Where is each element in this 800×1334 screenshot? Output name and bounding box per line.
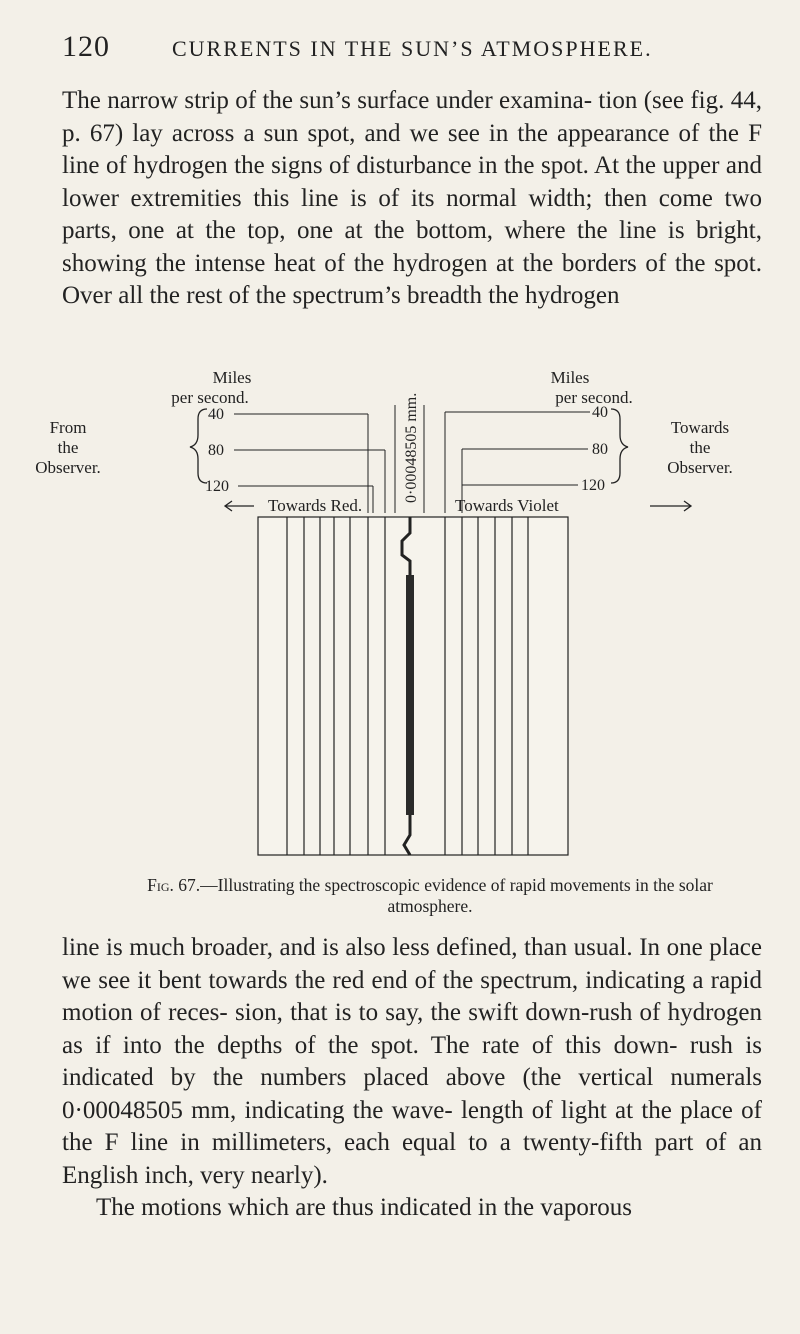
left-scale-80: 80 <box>208 442 224 459</box>
right-scale-80: 80 <box>592 441 608 458</box>
paragraph-2: The motions which are thus indicated in the vaporous <box>96 1194 632 1221</box>
page-number: 120 <box>62 30 110 63</box>
right-scale-40: 40 <box>592 404 608 421</box>
left-side-label-0: From <box>49 418 87 437</box>
caption-label: Fig. 67. <box>147 875 201 895</box>
running-title: CURRENTS IN THE SUN’S ATMOSPHERE. <box>172 36 653 61</box>
right-side-label-0: Towards <box>670 418 730 437</box>
left-scale-120: 120 <box>205 478 229 495</box>
towards-violet-label: Towards Violet <box>455 496 559 515</box>
arrow-right-icon <box>650 501 691 511</box>
left-heading-line2: per second. <box>171 388 249 407</box>
spectrum-diagram <box>0 365 800 865</box>
right-heading-line2: per second. <box>555 388 633 407</box>
body-text-top: The narrow strip of the sun’s surface under examina- tion (see fig. 44, p. 67) lay across a sun spot, and we see in the appearance of the F line of hydrogen the signs of disturbance in the spot. At the upper and lower extremities this line is of its normal width; then come two parts, one at the top, one at the bottom, where the line is bright, showing the intense heat of the hydrogen at the borders of the spot. Over all the rest of the spectrum’s breadth the hydrogen <box>62 87 762 309</box>
right-side-label-2: Observer. <box>667 458 733 477</box>
towards-red-label: Towards Red. <box>268 496 363 515</box>
paragraph-1: line is much broader, and is also less defined, than usual. In one place we see it bent towards the red end of the spectrum, indicating a rapid motion of reces- sion, that is to say, the swift down-rush of hydrogen as if into the depths of the spot. The rate of this down- rush is indicated by the numbers placed above (the vertical numerals 0·00048505 mm, indicating the wave- length of light at the place of the F line in millimeters, each equal to a twenty-fifth part of an English inch, very nearly). <box>62 934 762 1189</box>
f-line-broad <box>406 575 414 815</box>
left-side-label-1: the <box>57 438 79 457</box>
figure-caption <box>110 875 750 917</box>
page-header <box>62 30 762 70</box>
figure-67 <box>0 365 800 865</box>
left-scale-40: 40 <box>208 406 224 423</box>
wavelength-label: 0·00048505 mm. <box>403 392 420 503</box>
right-heading-line1: Miles <box>550 368 590 387</box>
right-brace <box>611 409 628 483</box>
body-text-bottom <box>62 932 762 1225</box>
right-side-label-1: the <box>689 438 711 457</box>
left-heading-line1: Miles <box>212 368 252 387</box>
left-side-label-2: Observer. <box>35 458 101 477</box>
caption-text: —Illustrating the spectroscopic evidence of rapid movements in the solar atmosphere. <box>200 875 713 916</box>
arrow-left-icon <box>225 501 254 511</box>
right-scale-120: 120 <box>581 477 605 494</box>
left-brace <box>190 409 207 483</box>
